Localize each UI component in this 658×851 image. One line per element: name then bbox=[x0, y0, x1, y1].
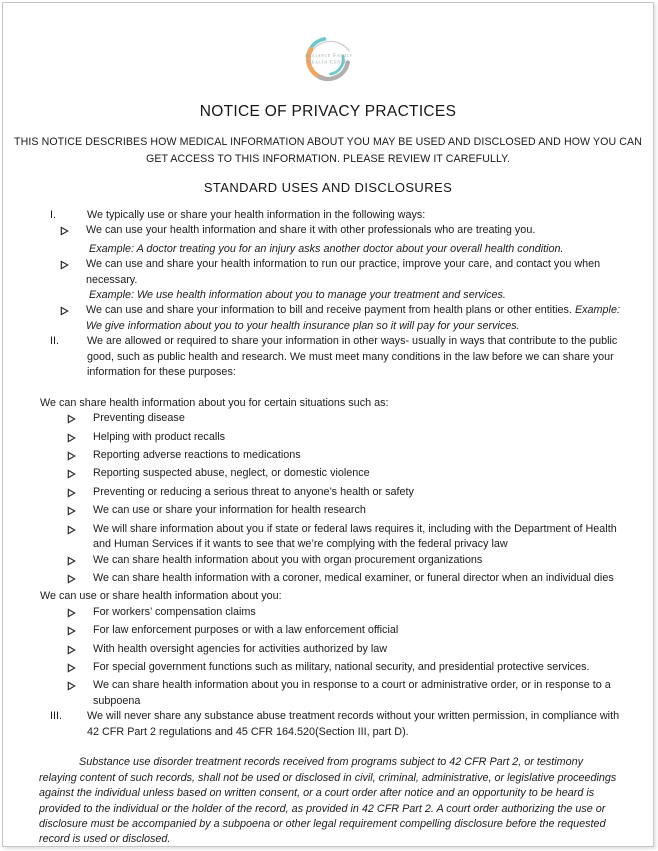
example-text: Example: A doctor treating you for an injury asks another doctor about your overall health condition. bbox=[89, 242, 564, 255]
list-item-text: We can use your health information and share it with other professionals who are treating you. bbox=[86, 224, 536, 237]
numbered-list-item bbox=[39, 709, 625, 740]
intro-line-2: GET ACCESS TO THIS INFORMATION. PLEASE REVIEW IT CAREFULLY. bbox=[145, 153, 510, 165]
arrowhead-bullet-icon bbox=[67, 678, 93, 709]
paragraph: We can share health information about you for certain situations such as: bbox=[40, 396, 389, 409]
bullet-list-item bbox=[39, 411, 625, 429]
roman-numeral-marker: III. bbox=[50, 710, 62, 723]
list-item-text: Helping with product recalls bbox=[93, 430, 226, 443]
list-item-text: We can use and share your information to bill and receive payment from health plans or other entities. Example: We give information about you to your health insurance plan so it will pay for your services. bbox=[86, 304, 620, 332]
logo-text-line2: Health Center bbox=[307, 59, 351, 66]
roman-numeral-marker: I. bbox=[50, 209, 56, 221]
logo-text-line1: Alliance Family bbox=[304, 52, 353, 59]
arrowhead-bullet-icon bbox=[60, 223, 86, 241]
bullet-list-item bbox=[39, 660, 625, 678]
list-item-text: Reporting adverse reactions to medications bbox=[93, 449, 301, 462]
list-item-text: We typically use or share your health information in the following ways: bbox=[87, 209, 426, 221]
list-item-text: For workers’ compensation claims bbox=[93, 605, 256, 618]
arrowhead-bullet-icon bbox=[67, 430, 93, 448]
list-item-text: With health oversight agencies for activities authorized by law bbox=[93, 642, 388, 655]
arrowhead-bullet-icon bbox=[67, 466, 93, 484]
document-body bbox=[3, 208, 653, 847]
list-item-text: We will share information about you if state or federal laws requires it, including with the Department of Health and Human Services if it wants to see that we’re complying with the federal privacy law bbox=[93, 522, 617, 551]
numbered-list-item bbox=[39, 208, 625, 223]
bullet-list-item bbox=[39, 503, 625, 521]
example-text: Example: We use health information about you to manage your treatment and services. bbox=[89, 289, 506, 302]
arrowhead-bullet-icon bbox=[67, 605, 93, 623]
bullet-list-item bbox=[39, 571, 625, 589]
bullet-list-item bbox=[39, 522, 625, 553]
bullet-list-item bbox=[39, 466, 625, 484]
arrowhead-bullet-icon bbox=[67, 522, 93, 553]
bullet-list-item bbox=[39, 485, 625, 503]
bullet-list-item bbox=[39, 623, 625, 641]
logo bbox=[3, 3, 653, 96]
bullet-list-item bbox=[39, 223, 625, 241]
bullet-list-item bbox=[39, 678, 625, 709]
bullet-list-item bbox=[39, 257, 625, 288]
list-item-text: We can use and share your health information to run our practice, improve your care, and contact you when necessary. bbox=[86, 258, 601, 286]
intro-line-1: THIS NOTICE DESCRIBES HOW MEDICAL INFORMATION ABOUT YOU MAY BE USED AND DISCLOSED AND HOW YOU CAN bbox=[14, 136, 642, 148]
arrowhead-bullet-icon bbox=[67, 660, 93, 678]
arrowhead-bullet-icon bbox=[67, 485, 93, 503]
arrowhead-bullet-icon bbox=[67, 623, 93, 641]
bullet-list-item bbox=[39, 430, 625, 448]
bullet-list-item bbox=[39, 553, 625, 571]
arrowhead-bullet-icon bbox=[67, 553, 93, 571]
alliance-family-health-center-logo-icon bbox=[290, 27, 366, 91]
list-item-text: For special government functions such as military, national security, and presidential protective services. bbox=[93, 660, 590, 673]
arrowhead-bullet-icon bbox=[67, 448, 93, 466]
paragraph-spacer bbox=[39, 380, 625, 395]
paragraph-spacer bbox=[39, 740, 625, 755]
section-heading: STANDARD USES AND DISCLOSURES bbox=[203, 180, 453, 195]
list-item-text: For law enforcement purposes or with a law enforcement official bbox=[93, 624, 399, 637]
arrowhead-bullet-icon bbox=[67, 411, 93, 429]
list-item-text: Reporting suspected abuse, neglect, or domestic violence bbox=[93, 467, 370, 480]
document-page bbox=[2, 2, 654, 847]
list-item-text: We can share health information about you with organ procurement organizations bbox=[93, 553, 483, 566]
paragraph: We can use or share health information about you: bbox=[40, 590, 282, 603]
list-item-text: Preventing or reducing a serious threat to anyone’s health or safety bbox=[93, 485, 414, 498]
arrowhead-bullet-icon bbox=[60, 303, 86, 334]
bullet-list-item bbox=[39, 448, 625, 466]
document-intro bbox=[3, 134, 653, 168]
arrowhead-bullet-icon bbox=[67, 503, 93, 521]
list-item-text: We can use or share your information for health research bbox=[93, 504, 366, 517]
numbered-list-item bbox=[39, 334, 625, 380]
list-item-text: Preventing disease bbox=[93, 412, 185, 425]
list-item-text: We can share health information with a coroner, medical examiner, or funeral director when an individual dies bbox=[93, 571, 614, 584]
arrowhead-bullet-icon bbox=[67, 571, 93, 589]
arrowhead-bullet-icon bbox=[60, 257, 86, 288]
list-item-text: We can share health information about you in response to a court or administrative order, or in response to a subpoena bbox=[93, 679, 611, 707]
bullet-list-item bbox=[39, 303, 625, 334]
arrowhead-bullet-icon bbox=[67, 642, 93, 660]
paragraph: Substance use disorder treatment records received from programs subject to 42 CFR Part 2, or testimony relaying content of such records, shall not be used or disclosed in civil, criminal, administrative, or legislative proceedings against the individual unless based on written consent, or a court order after notice and an opportunity to be heard is provided to the individual or the holder of the record, as provided in 42 CFR Part 2. A court order authorizing the use or disclosure must be accompanied by a subpoena or other legal requirement compelling disclosure before the requested record is used or disclosed. bbox=[39, 756, 617, 846]
document-title: NOTICE OF PRIVACY PRACTICES bbox=[199, 103, 457, 120]
list-item-text: We are allowed or required to share your information in other ways- usually in ways that contribute to the public good, such as public health and research. We must meet many conditions in the law before we can share your information for these purposes: bbox=[87, 335, 618, 379]
bullet-list-item bbox=[39, 642, 625, 660]
roman-numeral-marker: II. bbox=[50, 335, 59, 348]
list-item-text: We will never share any substance abuse treatment records without your written permission, in compliance with 42 CFR Part 2 regulations and 45 CFR 164.520(Section III, part D). bbox=[87, 710, 620, 738]
bullet-list-item bbox=[39, 605, 625, 623]
